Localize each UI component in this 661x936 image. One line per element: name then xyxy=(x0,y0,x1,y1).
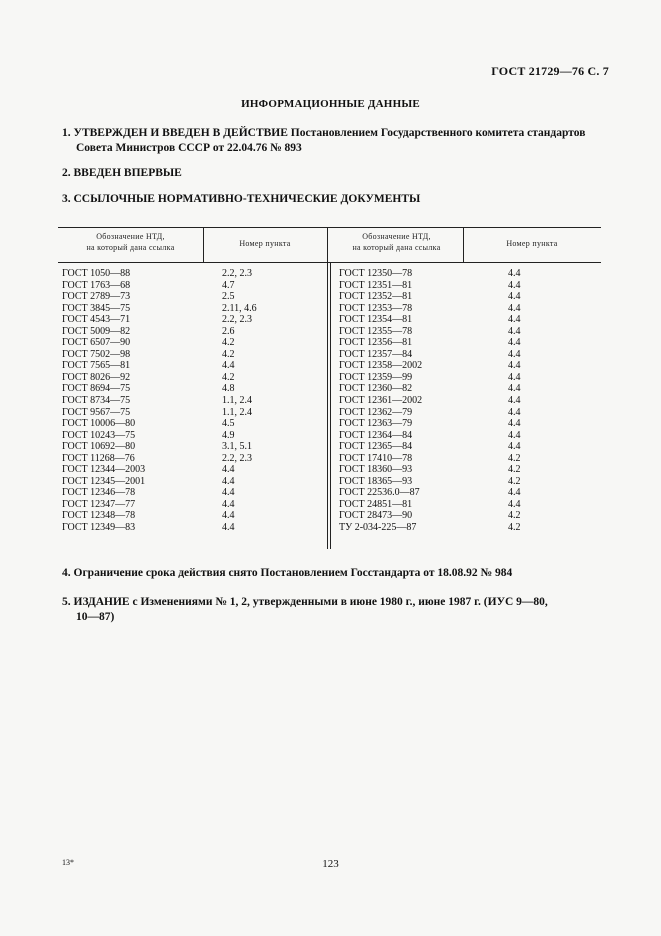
table-cell: ГОСТ 9567—75 xyxy=(62,406,131,418)
section-3-number: 3. xyxy=(62,193,71,205)
table-cell: 4.8 xyxy=(222,383,235,395)
table-cell: 2.11, 4.6 xyxy=(222,302,257,314)
table-cell: 4.4 xyxy=(508,268,521,279)
table-cell: ГОСТ 12356—81 xyxy=(339,337,413,349)
table-cell: 2.2, 2.3 xyxy=(222,268,252,279)
table-cell: ГОСТ 8694—75 xyxy=(62,383,131,395)
table-cell: 4.5 xyxy=(222,418,235,430)
table-cell: 2.5 xyxy=(222,291,235,303)
table-cell: 1.1, 2.4 xyxy=(222,395,252,407)
table-cell: 4.2 xyxy=(222,348,235,360)
section-3-text: ССЫЛОЧНЫЕ НОРМАТИВНО-ТЕХНИЧЕСКИЕ ДОКУМЕНТЫ xyxy=(73,193,421,205)
table-cell: 4.4 xyxy=(508,302,521,314)
table-cell: 4.7 xyxy=(222,279,235,291)
table-cell: ГОСТ 12359—99 xyxy=(339,371,413,383)
page-reference: ГОСТ 21729—76 С. 7 xyxy=(491,64,609,78)
table-cell: ГОСТ 24851—81 xyxy=(339,498,413,510)
table-cell: ГОСТ 22536.0—87 xyxy=(339,487,420,499)
table-cell: ГОСТ 12349—83 xyxy=(62,522,136,534)
table-cell: ГОСТ 8734—75 xyxy=(62,395,131,407)
table-cell: ГОСТ 12344—2003 xyxy=(62,464,146,476)
table-cell: ГОСТ 12365—84 xyxy=(339,441,413,453)
table-cell: ГОСТ 12352—81 xyxy=(339,291,413,303)
table-cell: 4.9 xyxy=(222,429,235,441)
table-cell: 4.4 xyxy=(508,498,521,510)
table-cell: 4.2 xyxy=(508,510,521,522)
reference-documents-table xyxy=(58,227,601,549)
section-5-number: 5. xyxy=(62,596,71,608)
table-cell: ГОСТ 11268—76 xyxy=(62,452,135,464)
page-title: ИНФОРМАЦИОННЫЕ ДАННЫЕ xyxy=(241,98,420,110)
table-cell: ГОСТ 12348—78 xyxy=(62,510,136,522)
table-cell: ГОСТ 5009—82 xyxy=(62,325,131,337)
table-cell: 4.4 xyxy=(222,522,235,534)
table-cell: ГОСТ 12360—82 xyxy=(339,383,413,395)
table-cell: ГОСТ 12351—81 xyxy=(339,279,413,291)
header-designation-left xyxy=(58,231,203,253)
table-cell: 4.4 xyxy=(508,441,521,453)
table-cell: 4.4 xyxy=(508,314,521,326)
table-cell: ГОСТ 1050—88 xyxy=(62,268,131,279)
table-cell: 4.4 xyxy=(508,395,521,407)
section-1-line1: УТВЕРЖДЕН И ВВЕДЕН В ДЕЙСТВИЕ Постановлением Государственного комитета стандартов xyxy=(73,127,586,139)
table-cell: ГОСТ 12363—79 xyxy=(339,418,413,430)
table-cell: ГОСТ 17410—78 xyxy=(339,452,413,464)
table-cell: ГОСТ 12345—2001 xyxy=(62,475,146,487)
table-cell: 4.2 xyxy=(508,522,521,534)
table-cell: 4.4 xyxy=(508,325,521,337)
table-cell: ГОСТ 10243—75 xyxy=(62,429,136,441)
table-cell: 4.4 xyxy=(508,383,521,395)
header-text: Обозначение НТД, xyxy=(362,232,431,241)
table-cell: 4.2 xyxy=(508,464,521,476)
table-cell: 4.4 xyxy=(508,429,521,441)
table-cell: 2.2, 2.3 xyxy=(222,314,252,326)
table-cell: ГОСТ 6507—90 xyxy=(62,337,131,349)
header-text: на который дана ссылка xyxy=(352,243,441,252)
left-docs-column xyxy=(62,268,202,534)
left-items-column xyxy=(222,268,322,534)
table-cell: 4.4 xyxy=(222,487,235,499)
table-cell: 2.6 xyxy=(222,325,235,337)
table-cell: ГОСТ 28473—90 xyxy=(339,510,413,522)
table-cell: 4.4 xyxy=(508,291,521,303)
table-cell: 4.2 xyxy=(222,371,235,383)
table-cell: ГОСТ 10006—80 xyxy=(62,418,136,430)
table-cell: ГОСТ 7565—81 xyxy=(62,360,131,372)
table-cell: ГОСТ 4543—71 xyxy=(62,314,131,326)
table-cell: 4.4 xyxy=(508,279,521,291)
page-number: 123 xyxy=(322,858,339,870)
table-cell: ГОСТ 8026—92 xyxy=(62,371,131,383)
section-5-line2: 10—87) xyxy=(76,611,115,623)
table-cell: 4.4 xyxy=(508,487,521,499)
table-cell: ГОСТ 12364—84 xyxy=(339,429,413,441)
table-cell: ГОСТ 12357—84 xyxy=(339,348,413,360)
section-4-number: 4. xyxy=(62,567,71,579)
table-divider xyxy=(327,227,328,549)
table-cell: ГОСТ 2789—73 xyxy=(62,291,131,303)
table-cell: ГОСТ 18360—93 xyxy=(339,464,413,476)
table-cell: 4.4 xyxy=(508,337,521,349)
table-cell: ГОСТ 1763—68 xyxy=(62,279,131,291)
table-cell: 1.1, 2.4 xyxy=(222,406,252,418)
signature-mark: 13* xyxy=(62,858,74,867)
section-4 xyxy=(62,566,622,581)
table-cell: 4.4 xyxy=(508,418,521,430)
table-cell: ГОСТ 18365—93 xyxy=(339,475,413,487)
table-cell: ГОСТ 12353—78 xyxy=(339,302,413,314)
section-2-number: 2. xyxy=(62,167,71,179)
table-cell: ГОСТ 7502—98 xyxy=(62,348,131,360)
right-docs-column xyxy=(339,268,463,534)
right-items-column xyxy=(508,268,568,534)
table-cell: 4.4 xyxy=(222,464,235,476)
section-5 xyxy=(62,595,622,625)
section-5-line1: ИЗДАНИЕ с Изменениями № 1, 2, утвержденными в июне 1980 г., июне 1987 г. (ИУС 9—80, xyxy=(73,596,548,608)
table-cell: 4.4 xyxy=(508,348,521,360)
table-cell: 4.4 xyxy=(222,498,235,510)
header-text: Обозначение НТД, xyxy=(96,232,165,241)
table-cell: 4.2 xyxy=(508,475,521,487)
table-top-rule xyxy=(58,227,601,228)
table-cell: 4.2 xyxy=(222,337,235,349)
table-cell: 4.4 xyxy=(508,406,521,418)
header-text: на который дана ссылка xyxy=(86,243,175,252)
header-item-number-left: Номер пункта xyxy=(239,239,291,248)
table-cell: ГОСТ 12346—78 xyxy=(62,487,136,499)
table-cell: 4.4 xyxy=(508,360,521,372)
table-cell: 2.2, 2.3 xyxy=(222,452,252,464)
table-cell: 3.1, 5.1 xyxy=(222,441,252,453)
table-cell: ГОСТ 10692—80 xyxy=(62,441,136,453)
table-cell: ГОСТ 12350—78 xyxy=(339,268,413,279)
table-cell: ТУ 2-034-225—87 xyxy=(339,522,417,534)
section-1-number: 1. xyxy=(62,127,71,139)
section-1 xyxy=(62,126,622,156)
table-cell: 4.4 xyxy=(508,371,521,383)
section-3 xyxy=(62,192,622,207)
table-cell: ГОСТ 12358—2002 xyxy=(339,360,423,372)
table-cell: 4.4 xyxy=(222,510,235,522)
section-2-text: ВВЕДЕН ВПЕРВЫЕ xyxy=(73,167,182,179)
table-cell: ГОСТ 12361—2002 xyxy=(339,395,423,407)
table-cell: ГОСТ 12354—81 xyxy=(339,314,413,326)
header-designation-right xyxy=(330,231,463,253)
table-cell: 4.4 xyxy=(222,360,235,372)
table-cell: ГОСТ 3845—75 xyxy=(62,302,131,314)
table-cell: ГОСТ 12355—78 xyxy=(339,325,413,337)
table-cell: ГОСТ 12362—79 xyxy=(339,406,413,418)
table-divider xyxy=(330,262,331,549)
section-1-line2: Совета Министров СССР от 22.04.76 № 893 xyxy=(76,142,302,154)
section-4-text: Ограничение срока действия снято Постановлением Госстандарта от 18.08.92 № 984 xyxy=(73,567,513,579)
table-cell: 4.4 xyxy=(222,475,235,487)
section-2 xyxy=(62,166,622,181)
header-item-number-right: Номер пункта xyxy=(506,239,558,248)
table-cell: 4.2 xyxy=(508,452,521,464)
table-cell: ГОСТ 12347—77 xyxy=(62,498,136,510)
